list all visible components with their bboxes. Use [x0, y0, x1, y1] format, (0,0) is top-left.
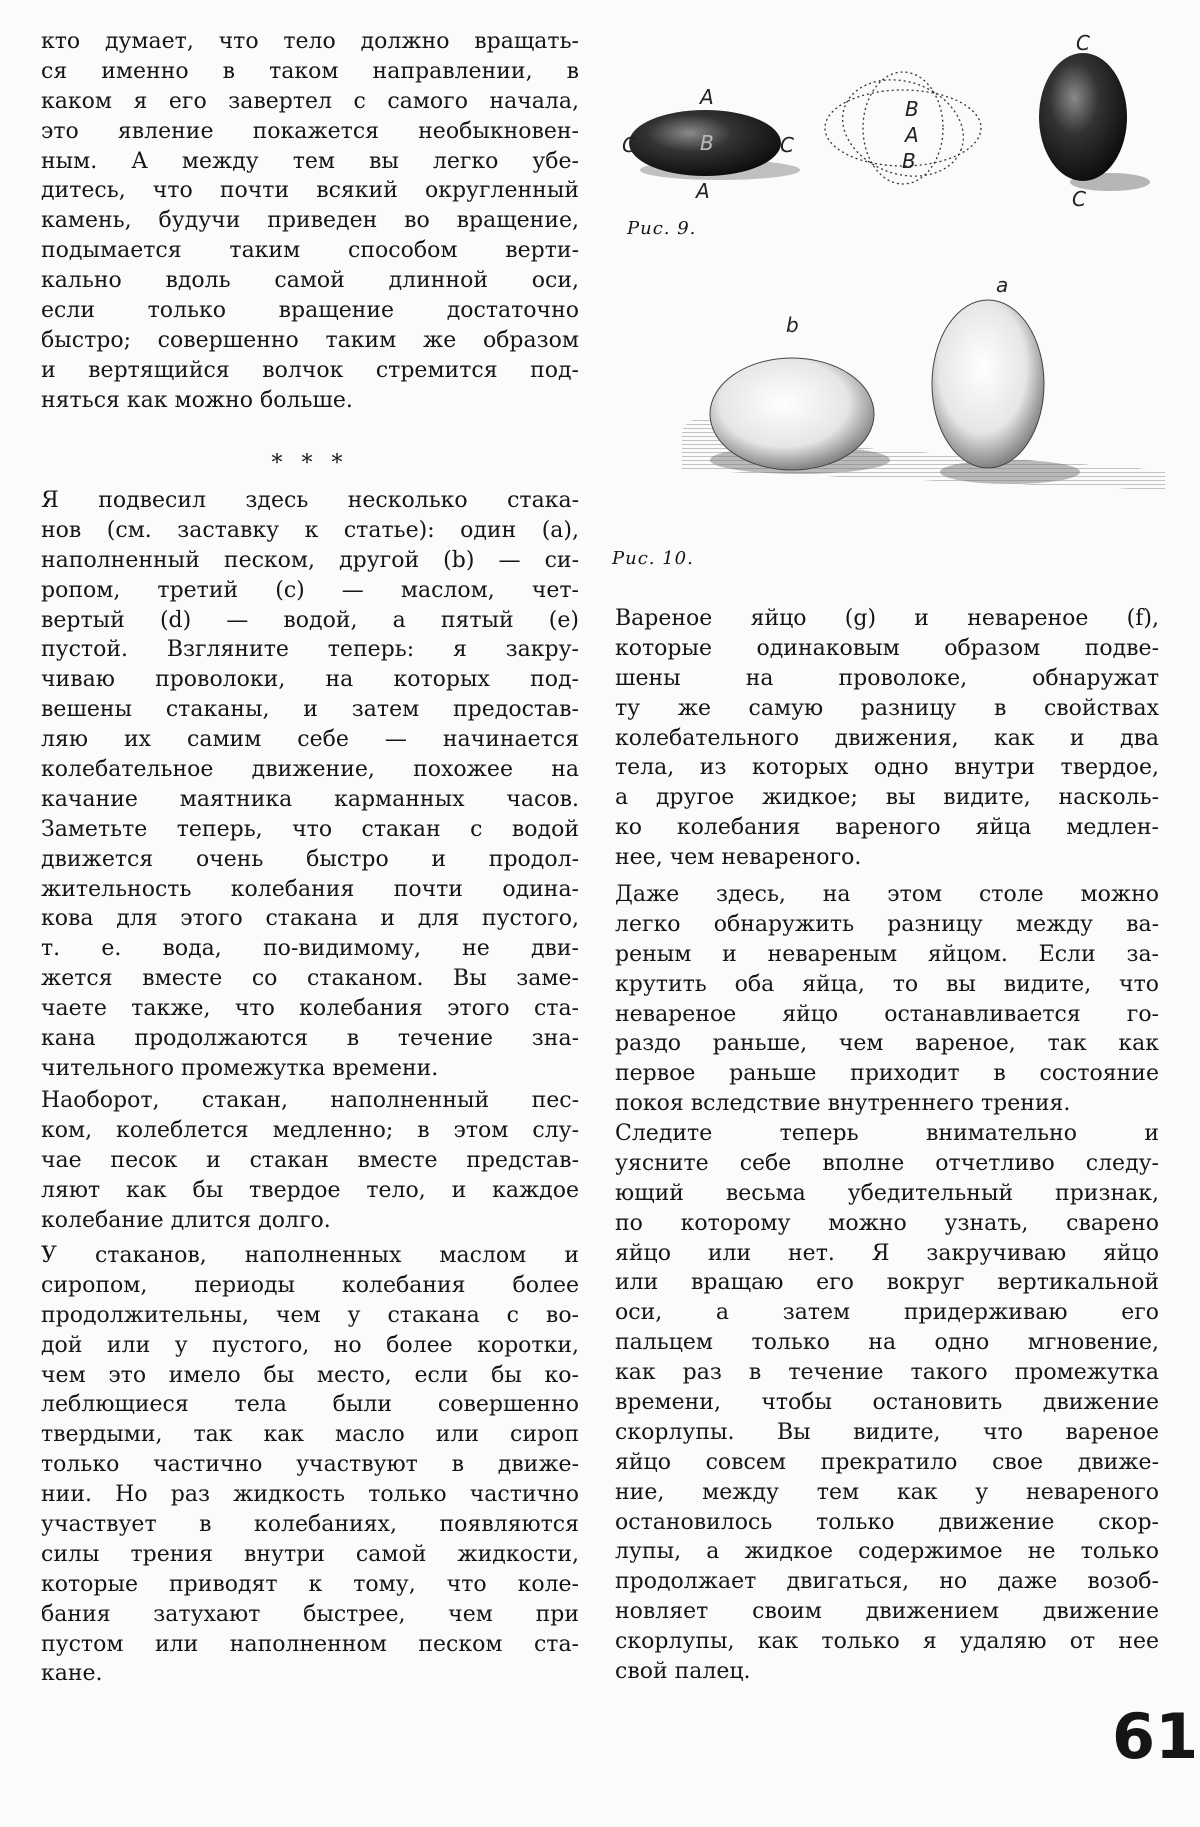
- text-line: яйцо или нет. Я закручиваю яйцо: [615, 1240, 1159, 1266]
- figure-9-caption: Рис. 9.: [627, 218, 697, 239]
- text-line: подымается таким способом верти-: [41, 238, 579, 264]
- text-line: каком я его завертел с самого начала,: [41, 88, 579, 114]
- text-line: кова для этого стакана и для пустого,: [41, 906, 579, 932]
- paragraph: [615, 1119, 1159, 1687]
- text-line: кана продолжаются в течение зна-: [41, 1026, 579, 1052]
- text-line: крутить оба яйца, то вы видите, что: [615, 971, 1159, 997]
- paragraph: [615, 880, 1159, 1119]
- text-line: колебание длится долго.: [41, 1207, 331, 1233]
- text-line: наполненный песком, другой (b) — си-: [41, 547, 579, 573]
- text-line: камень, будучи приведен во вращение,: [41, 208, 579, 234]
- text-line: ние, между тем как у невареного: [615, 1479, 1159, 1505]
- text-line: первое раньше приходит в состояние: [615, 1061, 1159, 1087]
- text-line: остановилось только движение скор-: [615, 1509, 1159, 1535]
- label-b: B: [700, 131, 714, 155]
- text-line: силы трения внутри самой жидкости,: [41, 1541, 579, 1567]
- egg-b-icon: [710, 358, 874, 470]
- text-line: Следите теперь внимательно и: [615, 1121, 1159, 1146]
- rotation-ellipses: [825, 64, 981, 193]
- text-line: это явление покажется необыкновен-: [41, 118, 579, 144]
- text-line: леблющиеся тела были совершенно: [41, 1392, 579, 1418]
- figure-10-caption: Рис. 10.: [612, 548, 694, 569]
- figure-9: [622, 31, 1150, 211]
- shadow: [940, 460, 1080, 484]
- text-line: Я подвесил здесь несколько стака-: [41, 488, 579, 513]
- text-line: шены на проволоке, обнаружат: [615, 665, 1159, 691]
- text-line: кане.: [41, 1661, 103, 1687]
- text-line: которые одинаковым образом подве-: [615, 635, 1159, 661]
- label-c: C: [780, 133, 794, 157]
- text-line: ся именно в таком направлении, в: [41, 58, 579, 84]
- text-line: дитесь, что почти всякий округленный: [41, 178, 579, 204]
- paragraph: [615, 604, 1159, 873]
- text-line: уясните себе вполне отчетливо следу-: [615, 1150, 1159, 1176]
- text-line: вертый (d) — водой, а пятый (e): [41, 607, 579, 633]
- paragraph: [41, 486, 579, 1084]
- label-a: a: [996, 273, 1009, 297]
- text-line: няться как можно больше.: [41, 387, 353, 413]
- text-line: свой палец.: [615, 1659, 751, 1685]
- text-line: Заметьте теперь, что стакан с водой: [41, 816, 579, 842]
- text-line: ляю их самим себе — начинается: [41, 727, 579, 753]
- text-line: жительность колебания почти одина-: [41, 876, 579, 902]
- figure-10: [682, 273, 1165, 490]
- text-line: колебательное движение, похожее на: [41, 757, 579, 783]
- text-line: ко колебания вареного яйца медлен-: [615, 815, 1159, 841]
- text-line: сиропом, периоды колебания более: [41, 1272, 579, 1298]
- text-line: оси, а затем придерживаю его: [615, 1300, 1159, 1326]
- text-line: ту же самую разницу в свойствах: [615, 695, 1159, 721]
- label-a: A: [696, 179, 710, 203]
- section-separator: * * *: [271, 451, 349, 476]
- text-line: чаете также, что колебания этого ста-: [41, 996, 579, 1022]
- paragraph: [41, 1086, 579, 1235]
- label-a: A: [905, 123, 919, 147]
- paragraph: [41, 1241, 579, 1689]
- text-line: если только вращение достаточно: [41, 298, 579, 324]
- text-line: невареное яйцо останавливается го-: [615, 1001, 1159, 1027]
- text-line: Даже здесь, на этом столе можно: [615, 882, 1159, 907]
- page-number: 61: [1112, 1700, 1199, 1773]
- text-line: чае песок и стакан вместе представ-: [41, 1147, 579, 1173]
- text-line: и вертящийся волчок стремится под-: [41, 357, 579, 383]
- text-line: участвует в колебаниях, появляются: [41, 1512, 579, 1538]
- text-line: твердыми, так как масло или сироп: [41, 1422, 579, 1448]
- text-line: ным. А между тем вы легко убе-: [41, 148, 579, 174]
- text-line: пальцем только на одно мгновение,: [615, 1330, 1159, 1356]
- text-line: бания затухают быстрее, чем при: [41, 1601, 579, 1627]
- text-line: нее, чем невареного.: [615, 845, 862, 871]
- text-line: кально вдоль самой длинной оси,: [41, 268, 579, 294]
- text-line: яйцо совсем прекратило свое движе-: [615, 1449, 1159, 1475]
- text-line: нов (см. заставку к статье): один (a),: [41, 517, 579, 543]
- text-line: дой или у пустого, но более коротки,: [41, 1332, 579, 1358]
- text-line: т. е. вода, по-видимому, не дви-: [41, 936, 579, 962]
- text-line: Вареное яйцо (g) и невареное (f),: [615, 606, 1159, 631]
- label-a: A: [700, 85, 714, 109]
- text-line: покоя вследствие внутреннего трения.: [615, 1091, 1071, 1117]
- text-line: чиваю проволоки, на которых под-: [41, 667, 579, 693]
- text-line: ропом, третий (c) — маслом, чет-: [41, 577, 579, 603]
- text-line: ляют как бы твердое тело, и каждое: [41, 1177, 579, 1203]
- text-line: быстро; совершенно таким же образом: [41, 327, 579, 353]
- text-line: по которому можно узнать, сварено: [615, 1210, 1159, 1236]
- label-b: b: [786, 313, 799, 337]
- egg-standing-icon: [1039, 53, 1127, 181]
- text-line: раздо раньше, чем вареное, так как: [615, 1031, 1159, 1057]
- text-line: нии. Но раз жидкость только частично: [41, 1482, 579, 1508]
- text-line: движется очень быстро и продол-: [41, 846, 579, 872]
- text-line: продолжительны, чем у стакана с во-: [41, 1302, 579, 1328]
- text-line: кто думает, что тело должно вращать-: [41, 29, 579, 54]
- text-line: лупы, а жидкое содержимое не только: [615, 1539, 1159, 1565]
- text-line: или вращаю его вокруг вертикальной: [615, 1270, 1159, 1296]
- label-c: C: [622, 133, 636, 157]
- text-line: только частично участвуют в движе-: [41, 1452, 579, 1478]
- text-line: тела, из которых одно внутри твердое,: [615, 755, 1159, 781]
- text-line: новляет своим движением движение: [615, 1599, 1159, 1625]
- text-line: ющий весьма убедительный признак,: [615, 1180, 1159, 1206]
- text-line: У стаканов, наполненных маслом и: [41, 1243, 579, 1268]
- text-line: скорлупы. Вы видите, что вареное: [615, 1419, 1159, 1445]
- label-b: B: [902, 149, 916, 173]
- text-line: времени, чтобы остановить движение: [615, 1390, 1159, 1416]
- text-line: как раз в течение такого промежутка: [615, 1360, 1159, 1386]
- egg-a-icon: [932, 300, 1044, 468]
- text-line: жется вместе со стаканом. Вы заме-: [41, 966, 579, 992]
- text-line: вешены стаканы, и затем предостав-: [41, 697, 579, 723]
- text-line: которые приводят к тому, что коле-: [41, 1571, 579, 1597]
- text-line: колебательного движения, как и два: [615, 725, 1159, 751]
- figures: [0, 0, 1200, 520]
- text-line: чительного промежутка времени.: [41, 1055, 439, 1081]
- text-line: легко обнаружить разницу между ва-: [615, 911, 1159, 937]
- text-line: пустом или наполненном песком ста-: [41, 1631, 579, 1657]
- label-b: B: [905, 97, 919, 121]
- label-c: C: [1072, 187, 1086, 211]
- text-line: ком, колеблется медленно; в этом слу-: [41, 1117, 579, 1143]
- text-line: Наоборот, стакан, наполненный пес-: [41, 1088, 579, 1113]
- text-line: пустой. Взгляните теперь: я закру-: [41, 637, 579, 663]
- text-line: скорлупы, как только я удаляю от нее: [615, 1629, 1159, 1655]
- text-line: реным и невареным яйцом. Если за-: [615, 941, 1159, 967]
- text-line: продолжает двигаться, но даже возоб-: [615, 1569, 1159, 1595]
- text-line: а другое жидкое; вы видите, насколь-: [615, 785, 1159, 811]
- label-c: C: [1076, 31, 1090, 55]
- text-line: качание маятника карманных часов.: [41, 786, 579, 812]
- text-line: чем это имело бы место, если бы ко-: [41, 1362, 579, 1388]
